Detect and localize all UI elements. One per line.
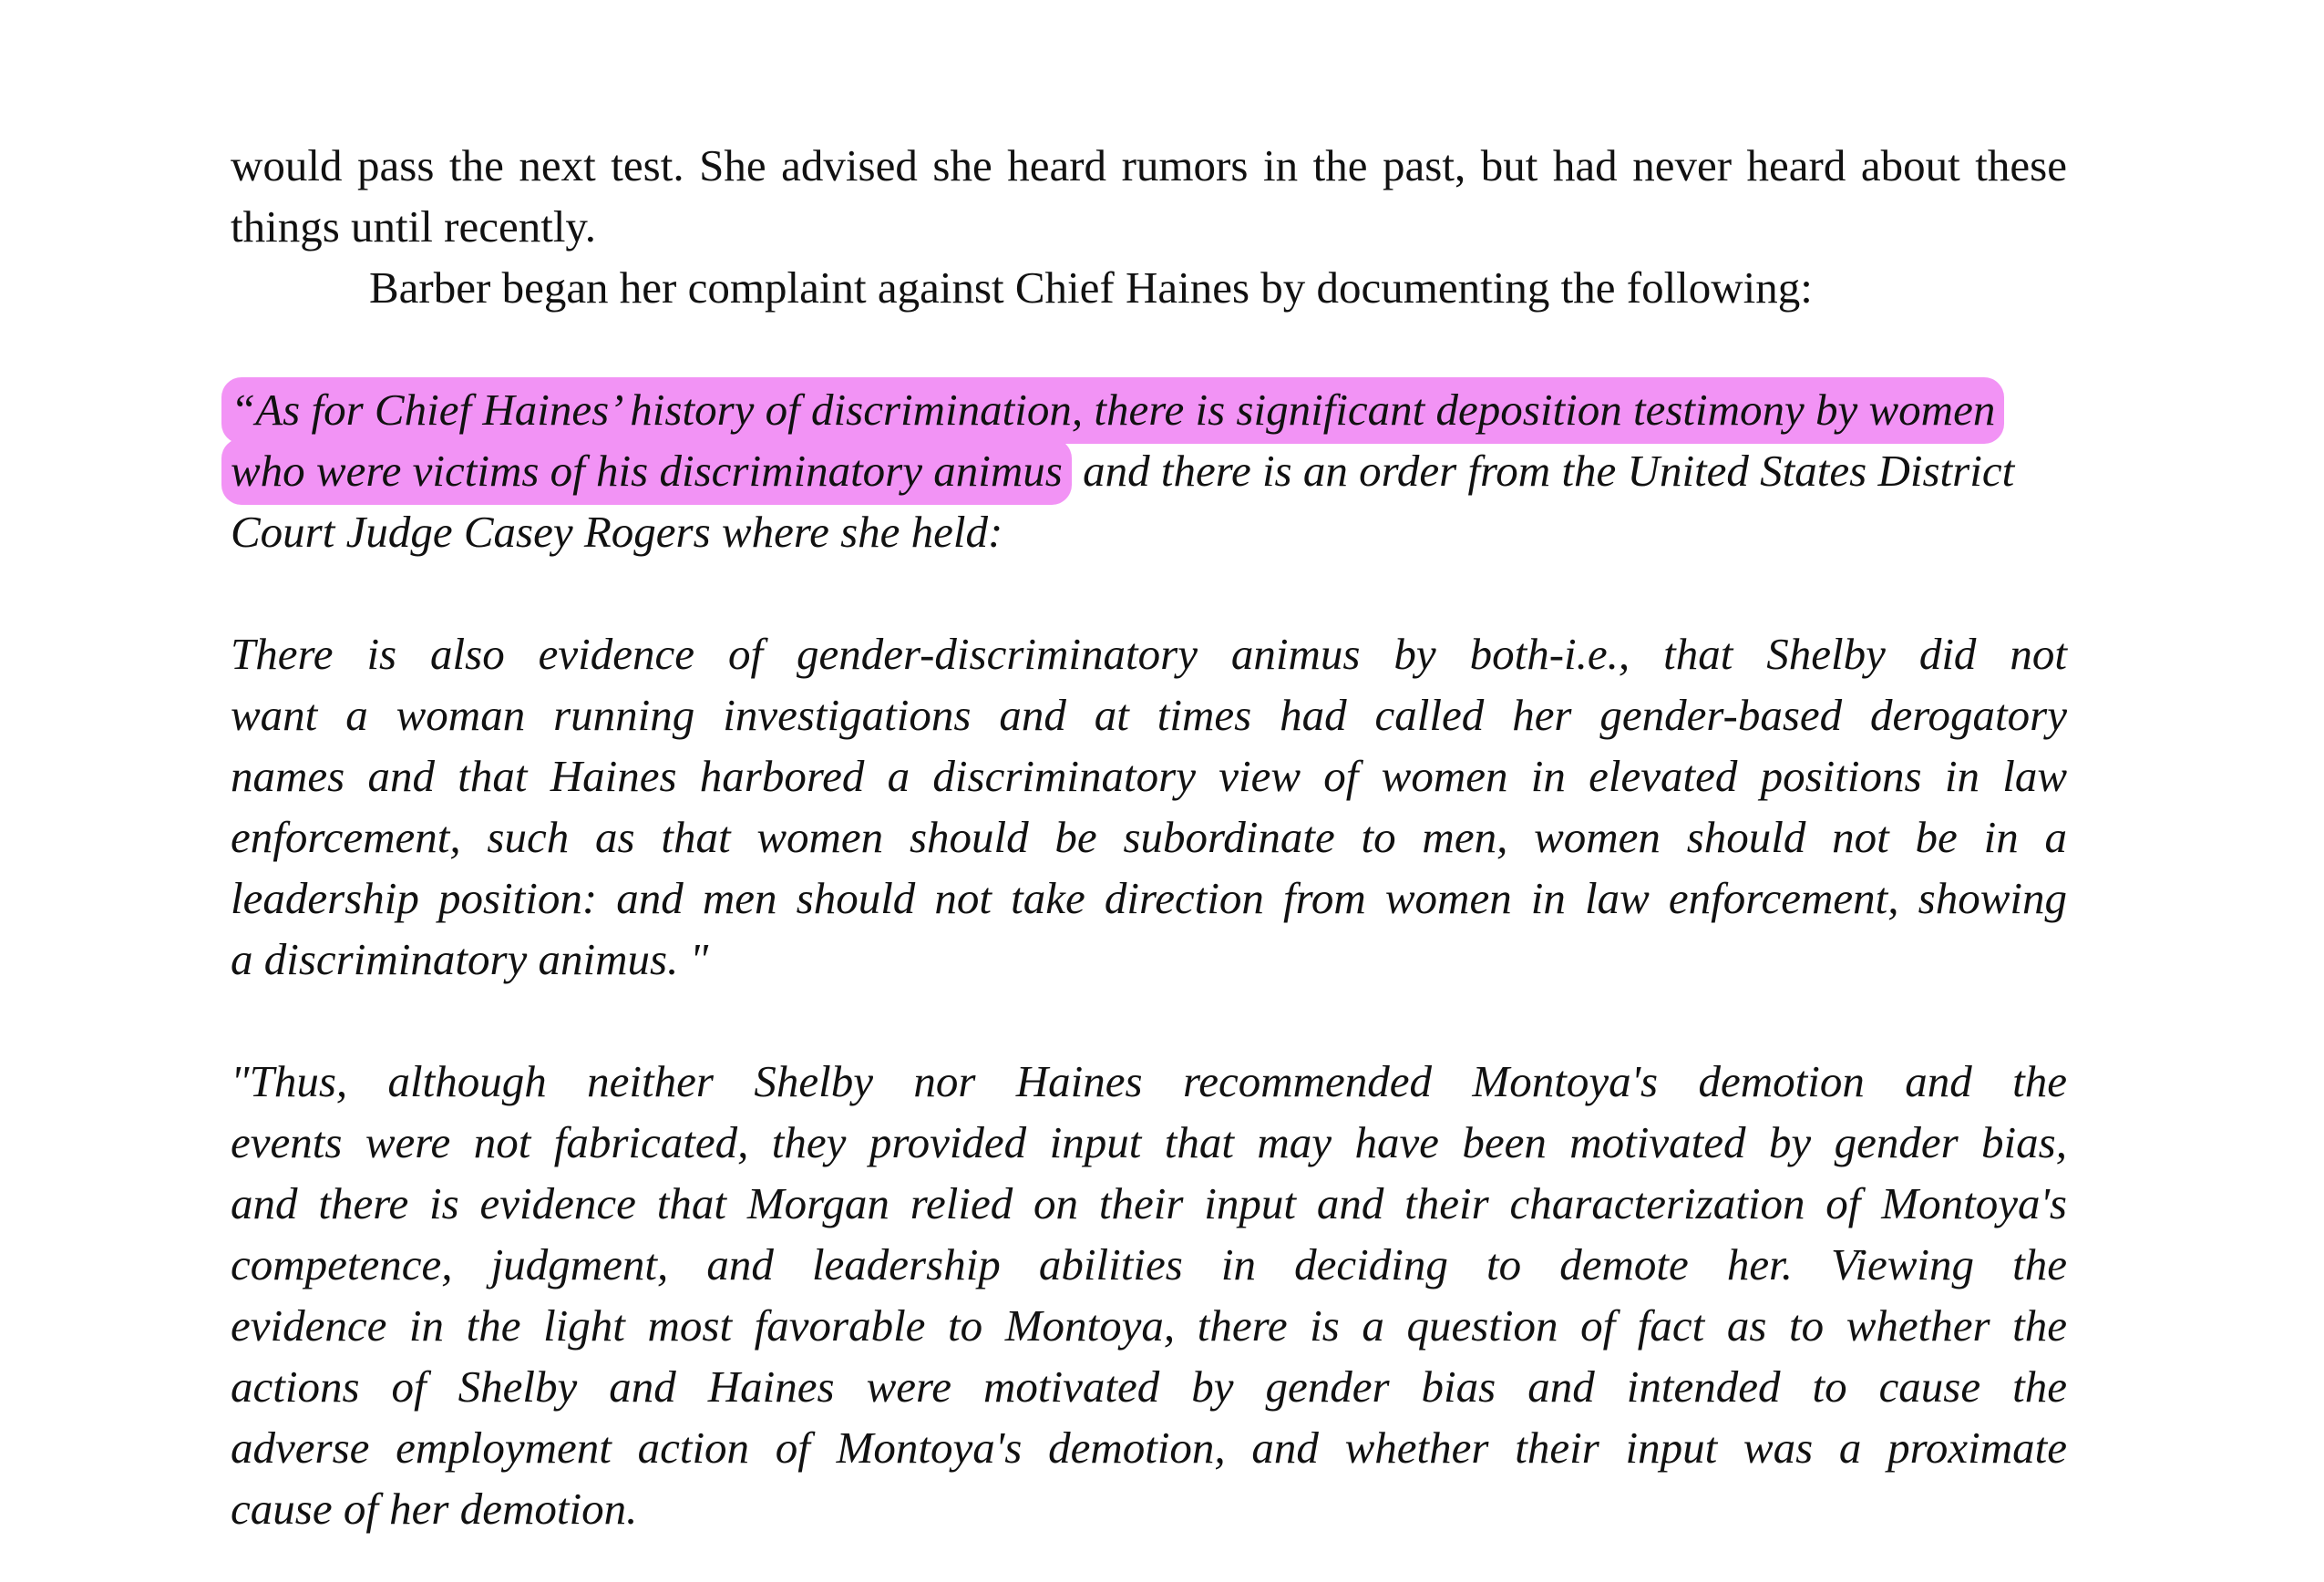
intro-line-2: things until recently.	[231, 201, 596, 252]
quote2-line-4: enforcement, such as that women should be subordinate to men, women should not be in a	[231, 812, 2067, 862]
highlight-span-2: who were victims of his discriminatory animus	[221, 438, 1072, 505]
quote2-line-6: a discriminatory animus. "	[231, 934, 709, 984]
quote3-line-3: and there is evidence that Morgan relied on their input and their characterization of Montoya's	[231, 1178, 2067, 1228]
quote3-line-5: evidence in the light most favorable to Montoya, there is a question of fact as to whether the	[231, 1300, 2067, 1351]
quote1-line-1	[231, 385, 2004, 435]
complaint-intro: Barber began her complaint against Chief Haines by documenting the following:	[369, 262, 1813, 313]
quote3-line-6: actions of Shelby and Haines were motivated by gender bias and intended to cause the	[231, 1361, 2067, 1412]
quote3-line-2: events were not fabricated, they provided input that may have been motivated by gender bias,	[231, 1117, 2067, 1167]
quote3-line-4: competence, judgment, and leadership abilities in deciding to demote her. Viewing the	[231, 1239, 2067, 1289]
quote1-line-3: Court Judge Casey Rogers where she held:	[231, 507, 1003, 557]
quote2-line-1: There is also evidence of gender-discriminatory animus by both-i.e., that Shelby did not	[231, 629, 2067, 679]
quote3-line-8: cause of her demotion.	[231, 1484, 638, 1534]
quote1-line-2	[231, 446, 2015, 496]
quote2-line-2: want a woman running investigations and at times had called her gender-based derogatory	[231, 690, 2067, 740]
highlight-span-1: “As for Chief Haines’ history of discrimination, there is significant deposition testimony by women	[221, 377, 2004, 444]
quote2-line-5: leadership position: and men should not take direction from women in law enforcement, showing	[231, 873, 2067, 923]
quote3-line-7: adverse employment action of Montoya's demotion, and whether their input was a proximate	[231, 1423, 2067, 1473]
quote3-line-1: "Thus, although neither Shelby nor Haines recommended Montoya's demotion and the	[231, 1056, 2067, 1106]
intro-line-1: would pass the next test. She advised she heard rumors in the past, but had never heard about these	[231, 140, 2067, 190]
quote1-line-2-rest: and there is an order from the United States District	[1083, 446, 2015, 496]
quote2-line-3: names and that Haines harbored a discriminatory view of women in elevated positions in law	[231, 751, 2067, 801]
